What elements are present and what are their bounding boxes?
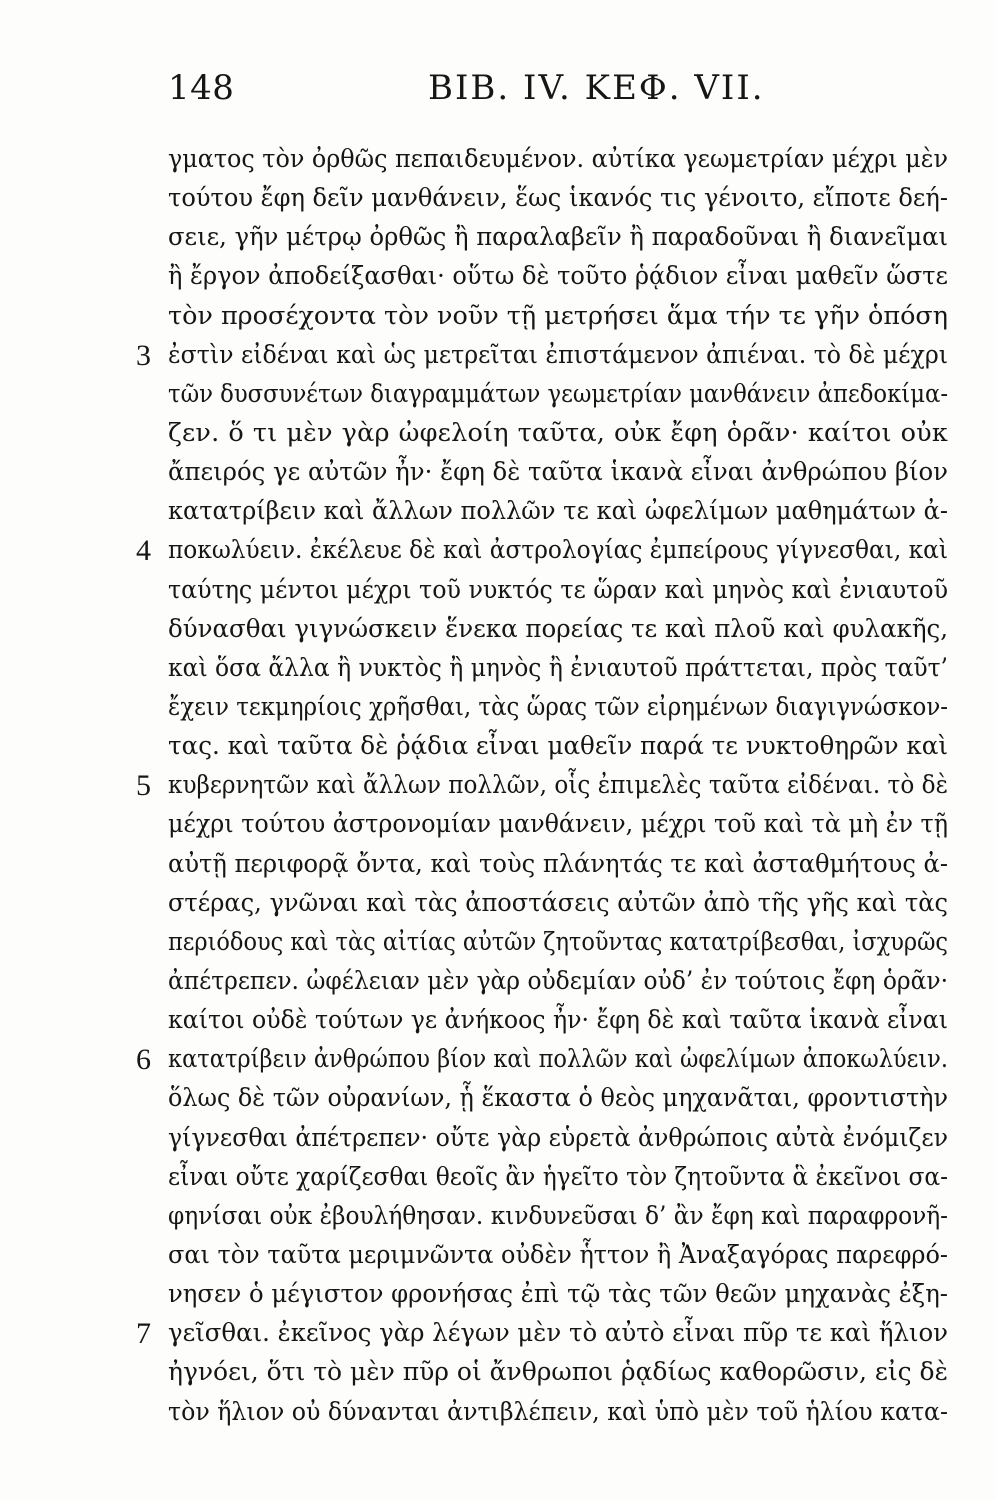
line-text: σειε, γῆν μέτρῳ ὀρθῶς ἢ παραλαβεῖν ἢ παραδοῦναι ἢ διανεῖμαι (168, 222, 948, 253)
text-line (168, 571, 948, 610)
line-text: ἠγνόει, ὅτι τὸ μὲν πῦρ οἱ ἄνθρωποι ῥᾳδίως καθορῶσιν, εἰς δὲ (168, 1357, 948, 1388)
text-line (136, 336, 948, 375)
text-line (168, 179, 948, 218)
line-text: δύνασθαι γιγνώσκειν ἕνεκα πορείας τε καὶ πλοῦ καὶ φυλακῆς, (168, 613, 948, 644)
text-line (168, 884, 948, 923)
text-line (168, 492, 948, 531)
line-text: φηνίσαι οὐκ ἐβουλήθησαν. κινδυνεῦσαι δ’ ἂν ἔφη καὶ παραφρονῆ- (168, 1200, 948, 1231)
line-text: περιόδους καὶ τὰς αἰτίας αὐτῶν ζητοῦντας κατατρίβεσθαι, ἰσχυρῶς (168, 926, 948, 957)
text-line (136, 1314, 948, 1353)
text-line (168, 453, 948, 492)
text-line (168, 805, 948, 844)
line-text: ἀπέτρεπεν. ὠφέλειαν μὲν γὰρ οὐδεμίαν οὐδ’ ἐν τούτοις ἔφη ὁρᾶν· (168, 965, 948, 996)
text-line (168, 257, 948, 296)
line-text: ταύτης μέντοι μέχρι τοῦ νυκτός τε ὥραν καὶ μηνὸς καὶ ἐνιαυτοῦ (168, 574, 948, 605)
line-text: στέρας, γνῶναι καὶ τὰς ἀποστάσεις αὐτῶν ἀπὸ τῆς γῆς καὶ τὰς (168, 887, 948, 918)
text-line (168, 845, 948, 884)
line-text: μέχρι τούτου ἀστρονομίαν μανθάνειν, μέχρι τοῦ καὶ τὰ μὴ ἐν τῇ (168, 809, 948, 840)
running-head: ΒΙΒ. ΙV. ΚΕΦ. VΙΙ. (428, 68, 765, 108)
line-text: γίγνεσθαι ἀπέτρεπεν· οὔτε γὰρ εὑρετὰ ἀνθρώποις αὐτὰ ἐνόμιζεν (168, 1122, 948, 1153)
line-text: τῶν δυσσυνέτων διαγραμμάτων γεωμετρίαν μανθάνειν ἀπεδοκίμα- (168, 378, 948, 409)
text-line (168, 727, 948, 766)
text-line (168, 1353, 948, 1392)
line-text: κατατρίβειν καὶ ἄλλων πολλῶν τε καὶ ὠφελίμων μαθημάτων ἀ- (168, 496, 948, 527)
line-text: ζεν. ὅ τι μὲν γὰρ ὠφελοίη ταῦτα, οὐκ ἔφη ὁρᾶν· καίτοι οὐκ (168, 417, 948, 448)
section-number: 7 (136, 1317, 152, 1351)
line-text: τούτου ἔφη δεῖν μανθάνειν, ἕως ἱκανός τις γένοιτο, εἴποτε δεή- (168, 183, 948, 214)
line-text: γεῖσθαι. ἐκεῖνος γὰρ λέγων μὲν τὸ αὐτὸ εἶναι πῦρ τε καὶ ἥλιον (168, 1318, 948, 1349)
line-text: γματος τὸν ὀρθῶς πεπαιδευμένον. αὐτίκα γεωμετρίαν μέχρι μὲν (168, 144, 948, 174)
text-line (168, 1236, 948, 1275)
line-text: ἔχειν τεκμηρίοις χρῆσθαι, τὰς ὥρας τῶν εἰρημένων διαγιγνώσκον- (168, 691, 948, 722)
section-number: 3 (136, 338, 152, 372)
text-line (168, 1079, 948, 1118)
line-text: εἶναι οὔτε χαρίζεσθαι θεοῖς ἂν ἡγεῖτο τὸν ζητοῦντα ἃ ἐκεῖνοι σα- (168, 1161, 948, 1192)
text-line (136, 531, 948, 570)
page-header (0, 58, 996, 108)
body-text (136, 140, 948, 1432)
text-line (168, 1393, 948, 1432)
text-line (168, 1275, 948, 1314)
line-text: σαι τὸν ταῦτα μεριμνῶντα οὐδὲν ἧττον ἢ Ἀναξαγόρας παρεφρό- (168, 1239, 948, 1270)
text-line (168, 688, 948, 727)
line-text: καίτοι οὐδὲ τούτων γε ἀνήκοος ἦν· ἔφη δὲ καὶ ταῦτα ἱκανὰ εἶναι (168, 1005, 948, 1036)
text-line (136, 766, 948, 805)
text-line (168, 218, 948, 257)
text-line (168, 962, 948, 1001)
line-text: τας. καὶ ταῦτα δὲ ῥᾴδια εἶναι μαθεῖν παρά τε νυκτοθηρῶν καὶ (168, 731, 948, 762)
text-line (168, 1119, 948, 1158)
line-text: ἄπειρός γε αὐτῶν ἦν· ἔφη δὲ ταῦτα ἱκανὰ εἶναι ἀνθρώπου βίον (168, 457, 948, 488)
line-text: ὅλως δὲ τῶν οὐρανίων, ᾗ ἕκαστα ὁ θεὸς μηχανᾶται, φροντιστὴν (168, 1083, 948, 1114)
line-text: ποκωλύειν. ἐκέλευε δὲ καὶ ἀστρολογίας ἐμπείρους γίγνεσθαι, καὶ (168, 535, 948, 566)
text-line (168, 1197, 948, 1236)
text-line (168, 923, 948, 962)
text-line (168, 1001, 948, 1040)
line-text: τὸν ἥλιον οὐ δύνανται ἀντιβλέπειν, καὶ ὑπὸ μὲν τοῦ ἡλίου κατα- (168, 1396, 948, 1427)
text-line (168, 140, 948, 179)
line-text: κυβερνητῶν καὶ ἄλλων πολλῶν, οἷς ἐπιμελὲς ταῦτα εἰδέναι. τὸ δὲ (168, 770, 948, 801)
line-text: νησεν ὁ μέγιστον φρονήσας ἐπὶ τῷ τὰς τῶν θεῶν μηχανὰς ἐξη- (168, 1279, 948, 1310)
line-text: κατατρίβειν ἀνθρώπου βίον καὶ πολλῶν καὶ ὠφελίμων ἀποκωλύειν. (168, 1044, 948, 1075)
section-number: 4 (136, 534, 152, 568)
line-text: καὶ ὅσα ἄλλα ἢ νυκτὸς ἢ μηνὸς ἢ ἐνιαυτοῦ πράττεται, πρὸς ταῦτ’ (168, 652, 948, 683)
line-text: ἐστὶν εἰδέναι καὶ ὡς μετρεῖται ἐπιστάμενον ἀπιέναι. τὸ δὲ μέχρι (168, 339, 948, 370)
line-text: ἢ ἔργον ἀποδείξασθαι· οὕτω δὲ τοῦτο ῥᾴδιον εἶναι μαθεῖν ὥστε (168, 261, 948, 292)
section-number: 5 (136, 769, 152, 803)
text-line (136, 1040, 948, 1079)
text-line (168, 649, 948, 688)
line-text: τὸν προσέχοντα τὸν νοῦν τῇ μετρήσει ἅμα τήν τε γῆν ὁπόση (168, 300, 948, 331)
line-text: αὐτῇ περιφορᾷ ὄντα, καὶ τοὺς πλάνητάς τε καὶ ἀσταθμήτους ἀ- (168, 848, 948, 879)
section-number: 6 (136, 1043, 152, 1077)
page-number: 148 (168, 68, 235, 108)
text-line (168, 610, 948, 649)
text-line (168, 414, 948, 453)
text-line (168, 297, 948, 336)
text-line (168, 375, 948, 414)
text-line (168, 1158, 948, 1197)
